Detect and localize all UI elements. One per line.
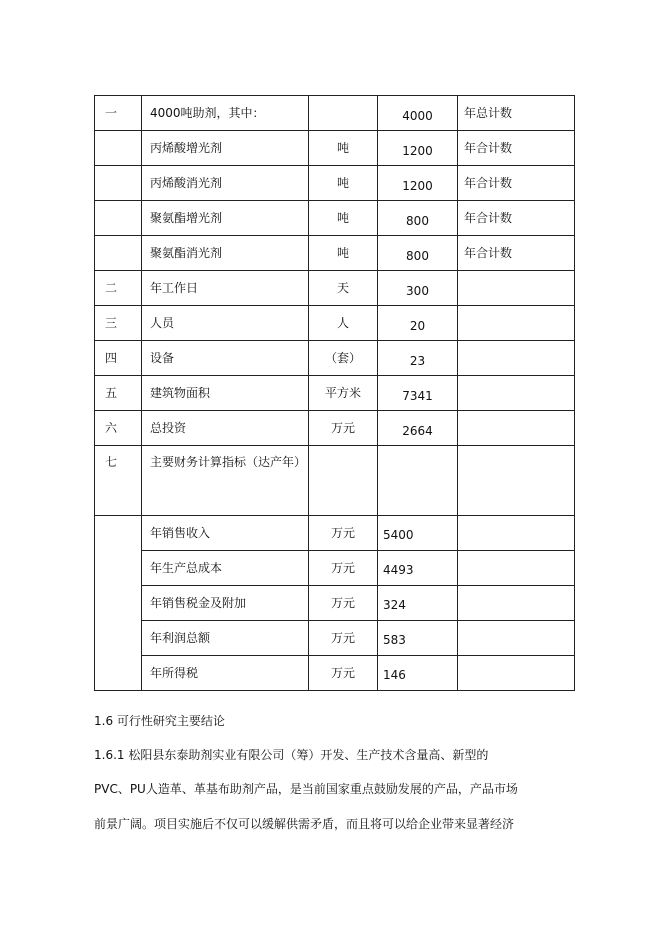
finance-row (95, 516, 575, 551)
item-note (458, 446, 575, 516)
item-value: 1200 (378, 131, 458, 166)
row-number (95, 236, 142, 271)
table-row (95, 376, 575, 411)
item-name: 聚氨酯增光剂 (142, 201, 309, 236)
item-unit: 平方米 (309, 376, 378, 411)
item-note (458, 376, 575, 411)
finance-value: 5400 (378, 516, 458, 551)
item-note: 年合计数 (458, 201, 575, 236)
finance-unit: 万元 (309, 586, 378, 621)
item-value: 20 (378, 306, 458, 341)
item-value: 23 (378, 341, 458, 376)
item-note (458, 341, 575, 376)
finance-name: 年销售税金及附加 (142, 586, 309, 621)
item-name: 丙烯酸增光剂 (142, 131, 309, 166)
finance-value: 583 (378, 621, 458, 656)
finance-row (95, 656, 575, 691)
row-number (95, 131, 142, 166)
table-row (95, 96, 575, 131)
merged-number-cell (95, 516, 142, 691)
table-row (95, 131, 575, 166)
table-row (95, 271, 575, 306)
finance-unit: 万元 (309, 656, 378, 691)
item-note (458, 411, 575, 446)
row-number: 三 (95, 306, 142, 341)
item-name: 人员 (142, 306, 309, 341)
finance-name: 年生产总成本 (142, 551, 309, 586)
item-unit: 吨 (309, 201, 378, 236)
item-value: 7341 (378, 376, 458, 411)
item-unit: （套） (309, 341, 378, 376)
item-unit (309, 96, 378, 131)
row-number: 一 (95, 96, 142, 131)
paragraph-line: PVC、PU人造革、革基布助剂产品，是当前国家重点鼓励发展的产品，产品市场 (94, 782, 518, 796)
item-note: 年总计数 (458, 96, 575, 131)
item-name: 丙烯酸消光剂 (142, 166, 309, 201)
finance-name: 年利润总额 (142, 621, 309, 656)
item-name: 总投资 (142, 411, 309, 446)
finance-name: 年销售收入 (142, 516, 309, 551)
finance-unit: 万元 (309, 621, 378, 656)
item-value: 2664 (378, 411, 458, 446)
item-value: 800 (378, 201, 458, 236)
row-number: 二 (95, 271, 142, 306)
paragraph-line: 前景广阔。项目实施后不仅可以缓解供需矛盾，而且将可以给企业带来显著经济 (94, 817, 515, 831)
finance-note (458, 621, 575, 656)
finance-row (95, 586, 575, 621)
finance-value: 324 (378, 586, 458, 621)
finance-value: 146 (378, 656, 458, 691)
finance-note (458, 516, 575, 551)
item-name: 4000吨助剂，其中： (142, 96, 309, 131)
row-number: 四 (95, 341, 142, 376)
row-number (95, 201, 142, 236)
row-number: 五 (95, 376, 142, 411)
table-row (95, 236, 575, 271)
item-value: 800 (378, 236, 458, 271)
item-note (458, 306, 575, 341)
finance-row (95, 621, 575, 656)
finance-value: 4493 (378, 551, 458, 586)
table-row (95, 306, 575, 341)
item-unit: 人 (309, 306, 378, 341)
finance-row (95, 551, 575, 586)
project-indicators-table (94, 95, 575, 691)
table-row (95, 411, 575, 446)
item-value: 1200 (378, 166, 458, 201)
table-row (95, 166, 575, 201)
item-unit: 吨 (309, 166, 378, 201)
item-note: 年合计数 (458, 166, 575, 201)
item-unit: 吨 (309, 236, 378, 271)
table-row (95, 446, 575, 516)
table-row (95, 201, 575, 236)
finance-unit: 万元 (309, 551, 378, 586)
table-row (95, 341, 575, 376)
row-number: 六 (95, 411, 142, 446)
item-note: 年合计数 (458, 131, 575, 166)
row-number (95, 166, 142, 201)
item-value: 300 (378, 271, 458, 306)
item-name: 聚氨酯消光剂 (142, 236, 309, 271)
paragraph-line: 1.6.1 松阳县东泰助剂实业有限公司（筹）开发、生产技术含量高、新型的 (94, 748, 489, 762)
item-name: 主要财务计算指标（达产年） (142, 446, 309, 516)
section-heading: 1.6 可行性研究主要结论 (94, 714, 225, 728)
item-unit: 天 (309, 271, 378, 306)
item-name: 设备 (142, 341, 309, 376)
item-value (378, 446, 458, 516)
item-value: 4000 (378, 96, 458, 131)
item-note (458, 271, 575, 306)
item-note: 年合计数 (458, 236, 575, 271)
finance-note (458, 551, 575, 586)
item-name: 建筑物面积 (142, 376, 309, 411)
item-unit: 吨 (309, 131, 378, 166)
item-unit: 万元 (309, 411, 378, 446)
row-number: 七 (95, 446, 142, 516)
item-name: 年工作日 (142, 271, 309, 306)
finance-note (458, 586, 575, 621)
finance-name: 年所得税 (142, 656, 309, 691)
item-unit (309, 446, 378, 516)
finance-unit: 万元 (309, 516, 378, 551)
finance-note (458, 656, 575, 691)
